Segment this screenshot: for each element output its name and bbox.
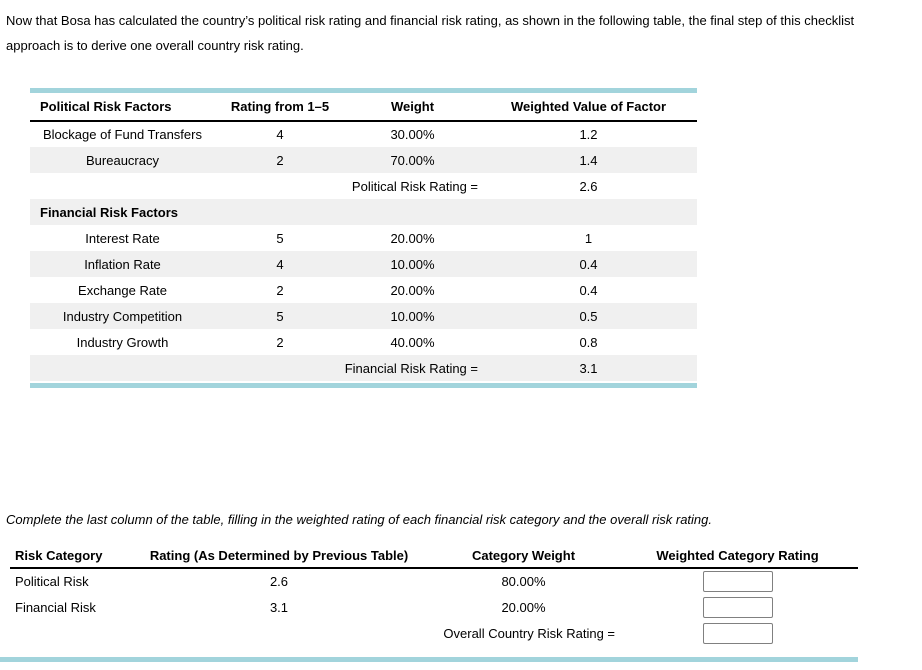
factor-rating: 4	[276, 256, 284, 272]
financial-weighted-rating-input[interactable]	[703, 597, 773, 618]
factor-weighted-value: 0.4	[579, 282, 598, 298]
factor-name: Exchange Rate	[78, 282, 167, 298]
factor-rating: 4	[276, 127, 284, 142]
intro-text	[6, 8, 916, 58]
column-header-political-risk-factors: Political Risk Factors	[30, 93, 215, 121]
answer-cell	[617, 568, 858, 594]
table-header-row	[10, 544, 858, 568]
financial-risk-rating-label: Financial Risk Rating =	[344, 360, 478, 376]
financial-risk-factors-heading: Financial Risk Factors	[40, 204, 178, 220]
column-header-category-weight: Category Weight	[430, 544, 617, 568]
political-weighted-rating-input[interactable]	[703, 571, 773, 592]
table-header-row	[30, 93, 697, 121]
risk-category-name: Financial Risk	[15, 599, 96, 615]
political-risk-rating-value: 2.6	[579, 178, 598, 194]
factor-name: Inflation Rate	[84, 256, 161, 272]
overall-risk-answer-table	[10, 544, 858, 646]
column-header-weight: Weight	[345, 93, 480, 121]
factor-weight: 20.00%	[390, 230, 435, 246]
political-risk-rating-label: Political Risk Rating =	[351, 178, 478, 194]
factor-rating: 5	[276, 308, 284, 324]
column-header-weighted-category-rating: Weighted Category Rating	[617, 544, 858, 568]
risk-category-name: Political Risk	[15, 574, 89, 589]
factor-weight: 10.00%	[390, 308, 435, 324]
factor-name: Interest Rate	[85, 230, 160, 246]
factor-weighted-value: 1.4	[579, 152, 598, 168]
table-row	[30, 277, 697, 303]
instruction-text: Complete the last column of the table, filling in the weighted rating of each financial risk category and the overall risk rating.	[6, 512, 712, 527]
factor-weighted-value: 1.2	[579, 127, 598, 142]
risk-category-weight: 80.00%	[501, 574, 546, 589]
factor-name: Industry Competition	[62, 308, 183, 324]
factor-weighted-value: 0.8	[579, 334, 598, 350]
factor-rating: 5	[276, 230, 284, 246]
factor-weighted-value: 1	[584, 230, 593, 246]
overall-rating-row	[10, 620, 858, 646]
intro-line-1: Now that Bosa has calculated the country’s political risk rating and financial risk rating, as shown in the following table, the final step of this checklist	[6, 13, 855, 28]
factor-weight: 40.00%	[390, 334, 435, 350]
political-risk-total-row	[30, 173, 697, 199]
table-bottom-accent-bar	[30, 383, 697, 388]
column-header-weighted-value: Weighted Value of Factor	[480, 93, 697, 121]
factor-name: Bureaucracy	[86, 152, 159, 168]
factor-weight: 20.00%	[390, 282, 435, 298]
overall-country-risk-rating-input[interactable]	[703, 623, 773, 644]
factor-name: Industry Growth	[76, 334, 169, 350]
table-row	[30, 251, 697, 277]
risk-rating-table	[30, 88, 697, 388]
political-financial-risk-table	[30, 93, 697, 381]
answer-cell	[617, 594, 858, 620]
financial-risk-rating-value: 3.1	[579, 360, 598, 376]
table-row	[30, 225, 697, 251]
risk-category-rating: 3.1	[269, 599, 289, 615]
table-row	[30, 121, 697, 147]
financial-section-header-row	[30, 199, 697, 225]
column-header-rating-previous-table: Rating (As Determined by Previous Table)	[128, 544, 430, 568]
financial-risk-total-row	[30, 355, 697, 381]
table-row	[30, 147, 697, 173]
factor-rating: 2	[276, 334, 284, 350]
risk-category-weight: 20.00%	[501, 599, 546, 615]
table-row	[30, 303, 697, 329]
answer-table-wrap	[10, 544, 858, 646]
factor-weight: 70.00%	[390, 152, 435, 168]
factor-name: Blockage of Fund Transfers	[43, 127, 202, 142]
intro-line-2: approach is to derive one overall country risk rating.	[6, 38, 304, 53]
overall-country-risk-rating-label: Overall Country Risk Rating =	[443, 625, 615, 641]
column-header-rating: Rating from 1–5	[215, 93, 345, 121]
factor-rating: 2	[276, 152, 284, 168]
column-header-risk-category: Risk Category	[10, 544, 128, 568]
factor-weight: 10.00%	[390, 256, 435, 272]
table-row	[10, 568, 858, 594]
factor-weight: 30.00%	[390, 127, 435, 142]
table-row	[30, 329, 697, 355]
factor-weighted-value: 0.5	[579, 308, 598, 324]
table-row	[10, 594, 858, 620]
page-bottom-accent-bar	[0, 657, 858, 662]
factor-weighted-value: 0.4	[579, 256, 598, 272]
answer-cell	[617, 620, 858, 646]
risk-category-rating: 2.6	[269, 574, 289, 589]
factor-rating: 2	[276, 282, 284, 298]
